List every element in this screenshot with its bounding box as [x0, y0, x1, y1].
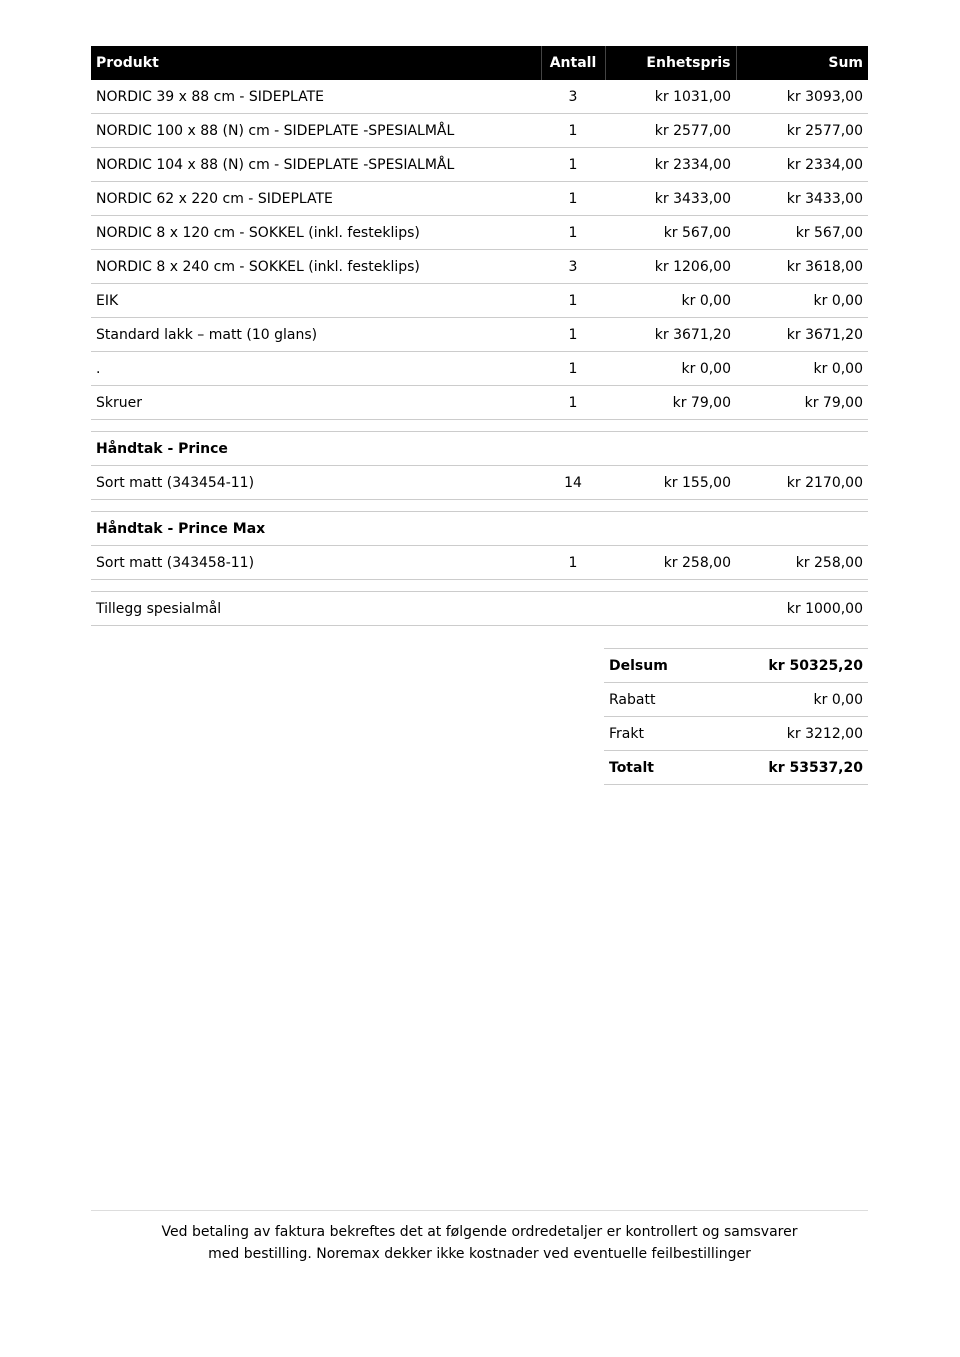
header-unit-price: Enhetspris	[605, 46, 736, 80]
extra-charge-row	[91, 592, 868, 626]
unit-price: kr 79,00	[605, 386, 736, 420]
footer-line-2: med bestilling. Noremax dekker ikke kostnader ved eventuelle feilbestillinger	[208, 1246, 751, 1262]
unit-price: kr 2577,00	[605, 114, 736, 148]
product-name: NORDIC 62 x 220 cm - SIDEPLATE	[91, 182, 541, 216]
product-name: EIK	[91, 284, 541, 318]
product-name: Sort matt (343458-11)	[91, 546, 541, 580]
unit-price: kr 258,00	[605, 546, 736, 580]
total-row	[604, 751, 868, 785]
quantity: 1	[541, 318, 605, 352]
shipping-value: kr 3212,00	[709, 717, 868, 751]
quantity: 1	[541, 546, 605, 580]
quantity: 1	[541, 216, 605, 250]
line-sum: kr 2170,00	[736, 466, 868, 500]
group-header-row	[91, 432, 868, 466]
quantity: 3	[541, 80, 605, 114]
quantity: 1	[541, 148, 605, 182]
line-sum: kr 2334,00	[736, 148, 868, 182]
line-sum: kr 0,00	[736, 352, 868, 386]
group-title: Håndtak - Prince	[91, 432, 868, 466]
table-row	[91, 80, 868, 114]
product-name: Skruer	[91, 386, 541, 420]
table-header-row	[91, 46, 868, 80]
subtotal-value: kr 50325,20	[709, 649, 868, 683]
unit-price: kr 0,00	[605, 284, 736, 318]
table-row	[91, 318, 868, 352]
row-divider	[91, 500, 868, 512]
header-quantity: Antall	[541, 46, 605, 80]
line-sum: kr 3093,00	[736, 80, 868, 114]
line-sum: kr 3618,00	[736, 250, 868, 284]
row-divider	[91, 580, 868, 592]
quantity: 1	[541, 284, 605, 318]
table-row	[91, 216, 868, 250]
table-row	[91, 250, 868, 284]
shipping-label: Frakt	[604, 717, 709, 751]
footer-disclaimer	[91, 1221, 868, 1265]
product-name: NORDIC 8 x 240 cm - SOKKEL (inkl. festeklips)	[91, 250, 541, 284]
totals-table	[604, 648, 868, 785]
unit-price: kr 155,00	[605, 466, 736, 500]
quantity: 14	[541, 466, 605, 500]
quantity: 1	[541, 182, 605, 216]
table-row	[91, 182, 868, 216]
table-row	[91, 386, 868, 420]
unit-price: kr 3433,00	[605, 182, 736, 216]
table-row	[91, 352, 868, 386]
line-sum: kr 0,00	[736, 284, 868, 318]
unit-price: kr 1031,00	[605, 80, 736, 114]
quantity: 1	[541, 386, 605, 420]
line-sum: kr 79,00	[736, 386, 868, 420]
group-header-row	[91, 512, 868, 546]
shipping-row	[604, 717, 868, 751]
line-sum: kr 258,00	[736, 546, 868, 580]
header-product: Produkt	[91, 46, 541, 80]
product-name: NORDIC 100 x 88 (N) cm - SIDEPLATE -SPESIALMÅL	[91, 114, 541, 148]
unit-price: kr 2334,00	[605, 148, 736, 182]
unit-price: kr 1206,00	[605, 250, 736, 284]
order-lines-table	[91, 46, 868, 626]
quantity: 1	[541, 114, 605, 148]
extra-charge-sum: kr 1000,00	[736, 592, 868, 626]
discount-value: kr 0,00	[709, 683, 868, 717]
product-name: NORDIC 39 x 88 cm - SIDEPLATE	[91, 80, 541, 114]
footer-divider	[91, 1210, 868, 1211]
group-title: Håndtak - Prince Max	[91, 512, 868, 546]
discount-label: Rabatt	[604, 683, 709, 717]
unit-price: kr 0,00	[605, 352, 736, 386]
product-name: NORDIC 8 x 120 cm - SOKKEL (inkl. festeklips)	[91, 216, 541, 250]
subtotal-label: Delsum	[604, 649, 709, 683]
discount-row	[604, 683, 868, 717]
product-name: Sort matt (343454-11)	[91, 466, 541, 500]
unit-price: kr 3671,20	[605, 318, 736, 352]
product-name: Standard lakk – matt (10 glans)	[91, 318, 541, 352]
line-sum: kr 2577,00	[736, 114, 868, 148]
subtotal-row	[604, 649, 868, 683]
header-sum: Sum	[736, 46, 868, 80]
table-row	[91, 148, 868, 182]
line-sum: kr 3671,20	[736, 318, 868, 352]
quantity: 3	[541, 250, 605, 284]
table-row	[91, 466, 868, 500]
quantity: 1	[541, 352, 605, 386]
table-row	[91, 546, 868, 580]
table-row	[91, 114, 868, 148]
product-name: .	[91, 352, 541, 386]
row-divider	[91, 420, 868, 432]
footer-line-1: Ved betaling av faktura bekreftes det at følgende ordredetaljer er kontrollert og samsvarer	[161, 1224, 798, 1240]
total-label: Totalt	[604, 751, 709, 785]
product-name: NORDIC 104 x 88 (N) cm - SIDEPLATE -SPESIALMÅL	[91, 148, 541, 182]
table-row	[91, 284, 868, 318]
unit-price: kr 567,00	[605, 216, 736, 250]
extra-charge-label: Tillegg spesialmål	[91, 592, 736, 626]
line-sum: kr 567,00	[736, 216, 868, 250]
total-value: kr 53537,20	[709, 751, 868, 785]
line-sum: kr 3433,00	[736, 182, 868, 216]
